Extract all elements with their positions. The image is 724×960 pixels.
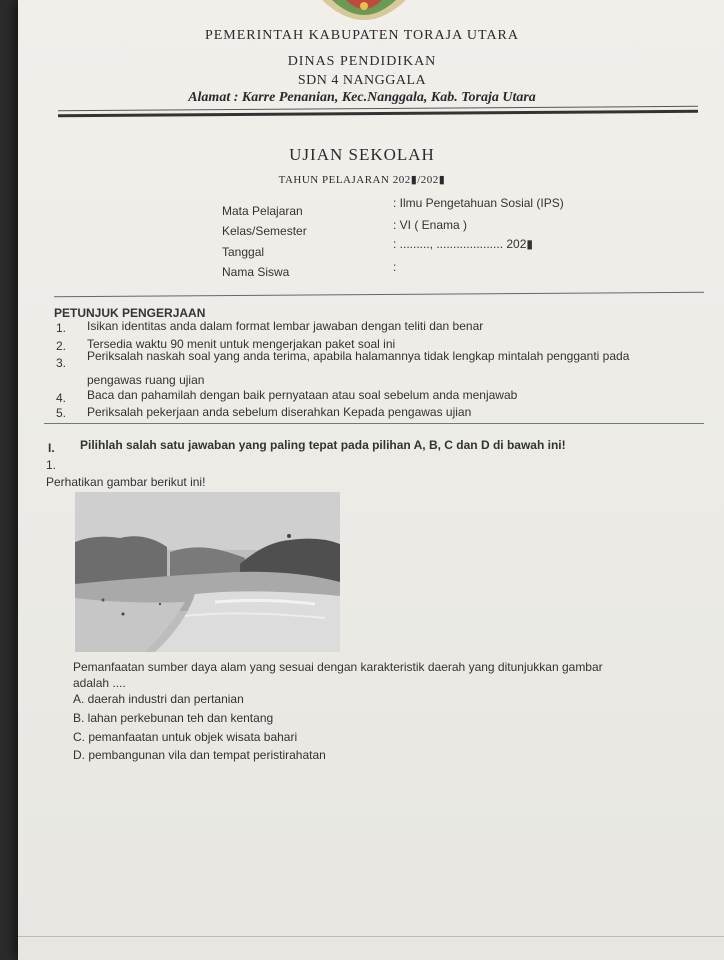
- question-text: Pemanfaatan sumber daya alam yang sesuai dengan karakteristik daerah yang ditunjukkan gambar: [73, 660, 603, 674]
- instruction-text: Periksalah pekerjaan anda sebelum diserahkan Kepada pengawas ujian: [87, 405, 472, 419]
- info-value: : Ilmu Pengetahuan Sosial (IPS): [393, 196, 564, 210]
- government-heading: PEMERINTAH KABUPATEN TORAJA UTARA: [204, 28, 520, 43]
- question-number: 1.: [46, 458, 57, 472]
- section-number: I.: [48, 441, 55, 455]
- answer-option-d: D. pembangunan vila dan tempat peristirahatan: [73, 748, 326, 762]
- beach-photo: [75, 492, 340, 652]
- exam-title: UJIAN SEKOLAH: [289, 145, 435, 164]
- instructions-divider: [44, 423, 704, 424]
- instructions-heading: PETUNJUK PENGERJAAN: [54, 306, 206, 320]
- info-label: Tanggal: [222, 245, 265, 259]
- academic-year: TAHUN PELAJARAN 202▮/202▮: [278, 174, 446, 186]
- school-address: Alamat : Karre Penanian, Kec.Nanggala, Kab. Toraja Utara: [188, 90, 536, 105]
- info-label: Nama Siswa: [222, 265, 290, 279]
- answer-option-c: C. pemanfaatan untuk objek wisata bahari: [73, 730, 298, 744]
- question-text-continued: adalah ....: [73, 676, 126, 690]
- instruction-text-continued: pengawas ruang ujian: [87, 373, 205, 387]
- info-value: : ........., .................... 202▮: [393, 237, 533, 251]
- section-instruction: Pilihlah salah satu jawaban yang paling tepat pada pilihan A, B, C dan D di bawah ini!: [80, 438, 566, 452]
- instruction-number: 1.: [56, 321, 67, 335]
- instruction-text: Periksalah naskah soal yang anda terima, apabila halamannya tidak lengkap mintalah pengganti pada: [87, 349, 630, 363]
- instruction-text: Tersedia waktu 90 menit untuk mengerjakan paket soal ini: [87, 337, 396, 351]
- info-label: Mata Pelajaran: [222, 204, 303, 218]
- instruction-number: 5.: [56, 406, 67, 420]
- instruction-text: Isikan identitas anda dalam format lembar jawaban dengan teliti dan benar: [87, 319, 484, 333]
- question-intro: Perhatikan gambar berikut ini!: [46, 475, 206, 489]
- instruction-number: 2.: [56, 339, 67, 353]
- info-value: : VI ( Enama ): [393, 218, 468, 232]
- instruction-text: Baca dan pahamilah dengan baik pernyataan atau soal sebelum anda menjawab: [87, 388, 518, 402]
- info-value: :: [393, 260, 397, 274]
- department-heading: DINAS PENDIDIKAN: [287, 54, 437, 69]
- instruction-number: 3.: [56, 356, 67, 370]
- answer-option-b: B. lahan perkebunan teh dan kentang: [73, 711, 274, 725]
- school-heading: SDN 4 NANGGALA: [297, 73, 427, 88]
- instruction-number: 4.: [56, 391, 67, 405]
- answer-option-a: A. daerah industri dan pertanian: [73, 692, 244, 706]
- info-label: Kelas/Semester: [222, 224, 307, 238]
- regency-logo-icon: [318, 0, 410, 24]
- page-edge-line: [18, 936, 724, 937]
